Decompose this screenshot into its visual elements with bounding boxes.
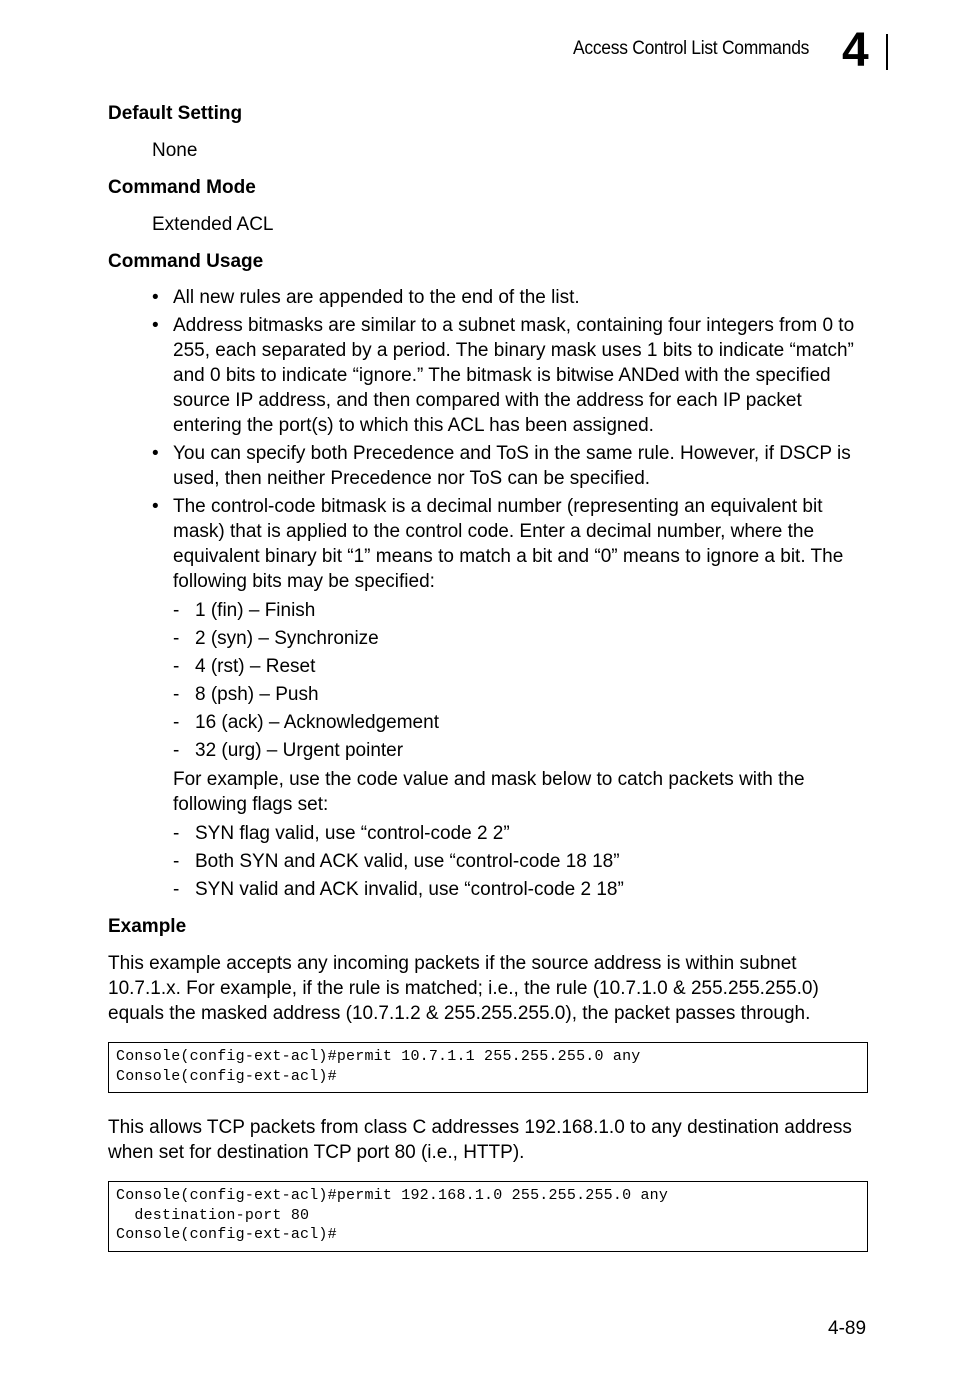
flag-example-item: - Both SYN and ACK valid, use “control-code 18 18” [173,849,868,874]
control-bits-list [173,598,868,763]
page-content [108,101,868,1252]
default-setting-body: None [152,140,198,161]
flag-examples-list [173,821,868,902]
code-example-1: Console(config-ext-acl)#permit 10.7.1.1 255.255.255.0 any Console(config-ext-acl)# [108,1042,868,1093]
control-bit-item: - 8 (psh) – Push [173,682,868,707]
code-example-2: Console(config-ext-acl)#permit 192.168.1.0 255.255.255.0 any destination-port 80 Console(config-ext-acl)# [108,1181,868,1252]
control-bit-item: - 4 (rst) – Reset [173,654,868,679]
control-bit-item: - 32 (urg) – Urgent pointer [173,738,868,763]
flag-example-item: - SYN flag valid, use “control-code 2 2” [173,821,868,846]
example-paragraph-1: This example accepts any incoming packets if the source address is within subnet 10.7.1.x. For example, if the rule is matched; i.e., the rule (10.7.1.0 & 255.255.255.0) equals the masked address (10.7.1.2 & 255.255.255.0), the packet passes through. [108,953,819,1024]
page-number: 4-89 [828,1318,867,1339]
usage-bullet: • You can specify both Precedence and ToS in the same rule. However, if DSCP is used, then neither Precedence nor ToS can be specified. [108,441,868,491]
example-paragraph-2: This allows TCP packets from class C addresses 192.168.1.0 to any destination address when set for destination TCP port 80 (i.e., HTTP). [108,1117,852,1163]
command-mode-heading: Command Mode [108,177,256,198]
control-bit-item: - 2 (syn) – Synchronize [173,626,868,651]
command-mode-section [108,175,868,237]
usage-bullet: • Address bitmasks are similar to a subnet mask, containing four integers from 0 to 255, each separated by a period. The binary mask uses 1 bits to indicate “match” and 0 bits to indicate “ignore.” The bitmask is bitwise ANDed with the specified source IP address, and then compared with the address for each IP packet entering the port(s) to which this ACL has been assigned. [108,313,868,438]
flag-example-item: - SYN valid and ACK invalid, use “control-code 2 18” [173,877,868,902]
control-bit-item: - 1 (fin) – Finish [173,598,868,623]
usage-bullet-text: The control-code bitmask is a decimal number (representing an equivalent bit mask) that is applied to the control code. Enter a decimal number, where the equivalent binary bit “1” means to match a bit and “0” means to ignore a bit. The following bits may be specified: [173,496,844,592]
running-header: Access Control List Commands [573,38,810,59]
control-bit-item: - 16 (ack) – Acknowledgement [173,710,868,735]
chapter-divider [886,34,888,70]
usage-bullet-control-code [108,494,868,902]
usage-bullet: • All new rules are appended to the end of the list. [108,285,868,310]
command-usage-heading: Command Usage [108,251,264,272]
usage-bullet-list [108,285,868,902]
flag-example-intro: For example, use the code value and mask below to catch packets with the following flags set: [173,769,805,815]
command-mode-body: Extended ACL [152,214,274,235]
example-section [108,914,868,1252]
default-setting-heading: Default Setting [108,103,243,124]
command-usage-section [108,249,868,902]
default-setting-section [108,101,868,163]
chapter-number: 4 [842,24,869,77]
example-heading: Example [108,916,187,937]
